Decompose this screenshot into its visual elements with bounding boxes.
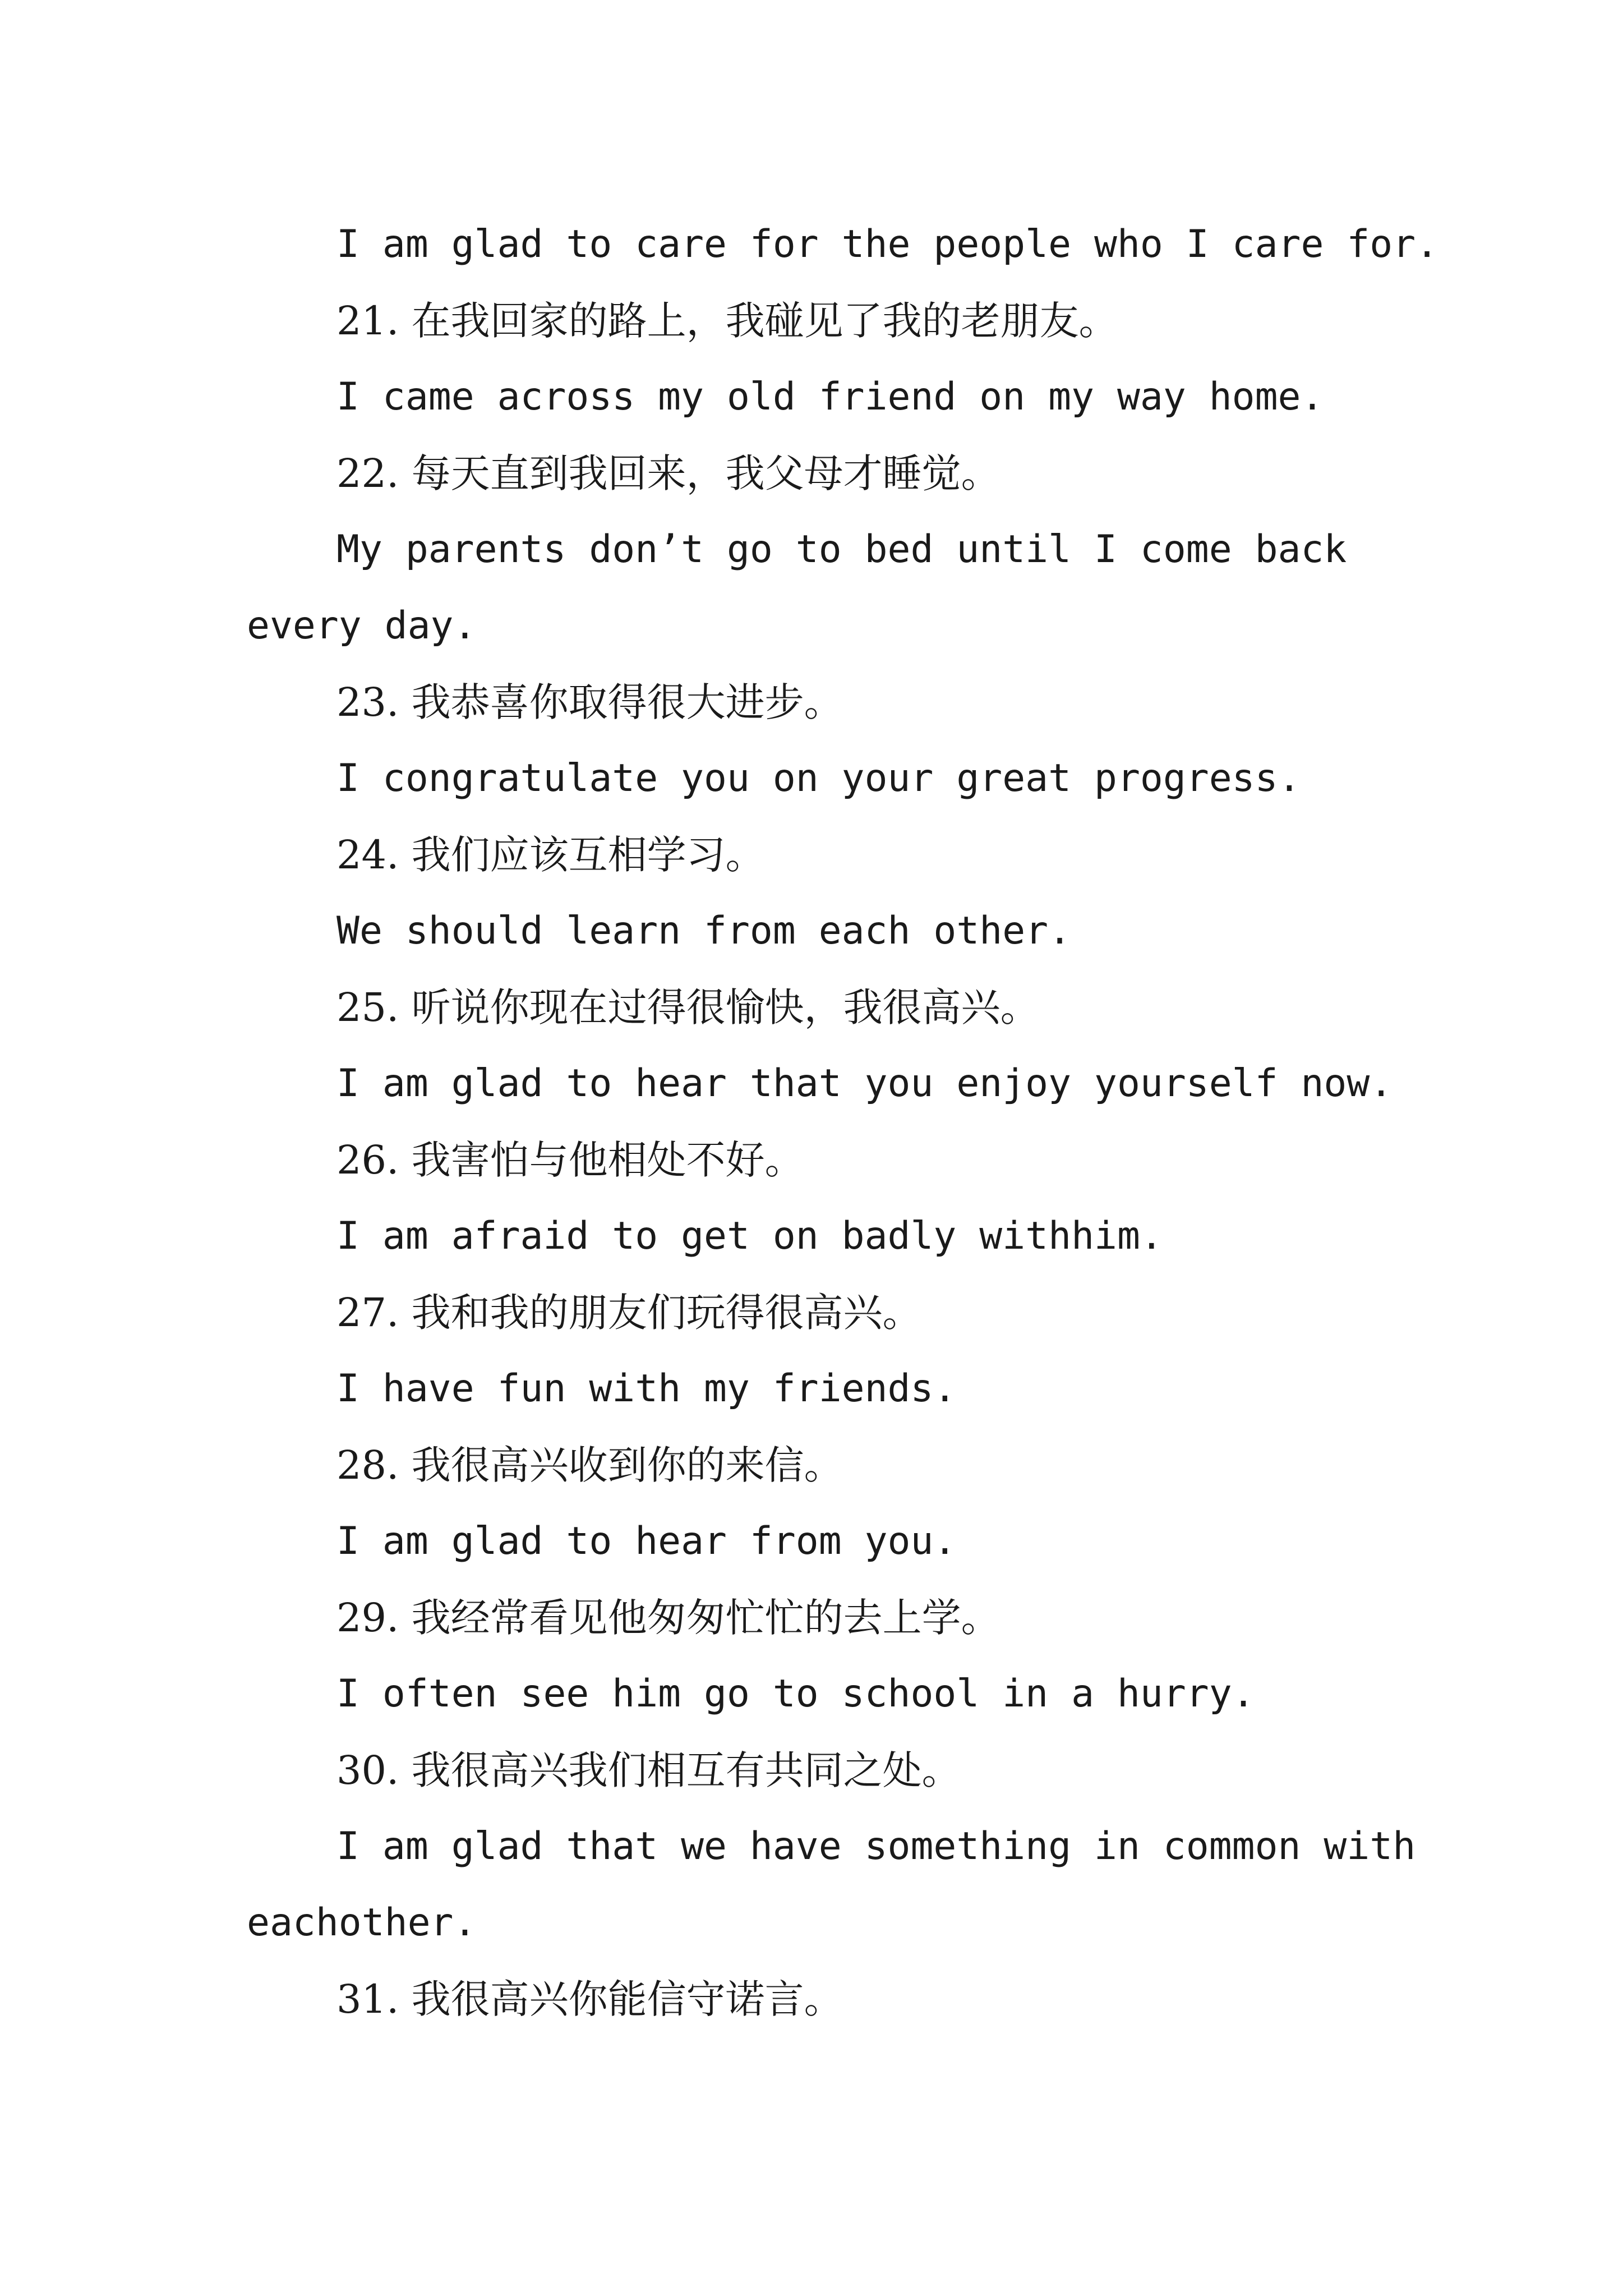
line-chinese-28: 28. 我很高兴收到你的来信。 bbox=[336, 1442, 843, 1488]
line-english-30-continued: eachother. bbox=[247, 1901, 477, 1945]
line-english-25: I am glad to hear that you enjoy yourself now. bbox=[336, 1061, 1393, 1106]
line-chinese-26: 26. 我害怕与他相处不好。 bbox=[336, 1137, 804, 1183]
line-chinese-30: 30. 我很高兴我们相互有共同之处。 bbox=[336, 1747, 961, 1793]
line-chinese-31: 31. 我很高兴你能信守诺言。 bbox=[336, 1976, 843, 2022]
line-chinese-21: 21. 在我回家的路上，我碰见了我的老朋友。 bbox=[336, 298, 1118, 344]
line-chinese-22: 22. 每天直到我回来，我父母才睡觉。 bbox=[336, 450, 1000, 496]
line-english-27: I have fun with my friends. bbox=[336, 1366, 957, 1411]
line-english: I am glad to care for the people who I care for. bbox=[336, 222, 1439, 266]
line-english-22: My parents don’t go to bed until I come back bbox=[336, 527, 1347, 572]
line-english-28: I am glad to hear from you. bbox=[336, 1519, 957, 1563]
line-english-24: We should learn from each other. bbox=[336, 909, 1072, 953]
line-chinese-25: 25. 听说你现在过得很愉快，我很高兴。 bbox=[336, 984, 1040, 1030]
line-chinese-23: 23. 我恭喜你取得很大进步。 bbox=[336, 679, 843, 725]
line-english-21: I came across my old friend on my way home. bbox=[336, 375, 1324, 419]
line-english-30: I am glad that we have something in common with bbox=[336, 1824, 1416, 1869]
line-english-22-continued: every day. bbox=[247, 604, 477, 648]
line-chinese-29: 29. 我经常看见他匆匆忙忙的去上学。 bbox=[336, 1595, 1000, 1641]
document-body bbox=[247, 206, 1439, 2037]
line-chinese-27: 27. 我和我的朋友们玩得很高兴。 bbox=[336, 1290, 922, 1336]
line-chinese-24: 24. 我们应该互相学习。 bbox=[336, 832, 765, 878]
line-english-26: I am afraid to get on badly withhim. bbox=[336, 1214, 1163, 1258]
line-english-23: I congratulate you on your great progress. bbox=[336, 756, 1301, 800]
line-english-29: I often see him go to school in a hurry. bbox=[336, 1672, 1255, 1716]
